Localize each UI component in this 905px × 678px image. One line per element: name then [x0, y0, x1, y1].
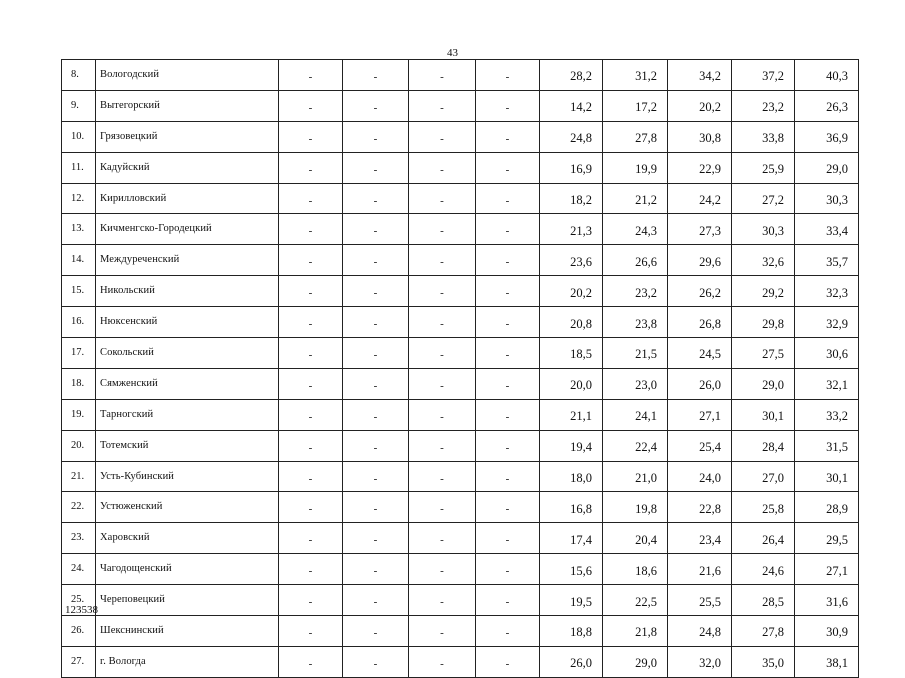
value-cell: 32,9 [795, 307, 859, 338]
value-cell: 27,3 [668, 214, 732, 245]
table-row [62, 245, 859, 276]
value-cell: 35,7 [795, 245, 859, 276]
row-number: 13. [62, 214, 96, 245]
empty-cell: - [343, 245, 409, 276]
value-cell: 30,8 [668, 121, 732, 152]
footer-code: 123538 [65, 604, 98, 616]
value-cell: 26,2 [668, 276, 732, 307]
value-cell: 26,8 [668, 307, 732, 338]
empty-cell: - [409, 90, 476, 121]
empty-cell: - [409, 245, 476, 276]
row-number: 10. [62, 121, 96, 152]
value-cell: 19,8 [603, 492, 668, 523]
district-name: Вологодский [96, 60, 279, 91]
empty-cell: - [279, 60, 343, 91]
row-number: 17. [62, 338, 96, 369]
empty-cell: - [343, 121, 409, 152]
value-cell: 25,5 [668, 585, 732, 616]
empty-cell: - [343, 492, 409, 523]
empty-cell: - [343, 430, 409, 461]
value-cell: 31,2 [603, 60, 668, 91]
empty-cell: - [279, 461, 343, 492]
row-number: 9. [62, 90, 96, 121]
value-cell: 28,2 [540, 60, 603, 91]
row-number: 15. [62, 276, 96, 307]
value-cell: 22,9 [668, 152, 732, 183]
value-cell: 16,9 [540, 152, 603, 183]
value-cell: 31,5 [795, 430, 859, 461]
table-row [62, 430, 859, 461]
empty-cell: - [476, 554, 540, 585]
value-cell: 15,6 [540, 554, 603, 585]
value-cell: 27,8 [603, 121, 668, 152]
empty-cell: - [409, 523, 476, 554]
empty-cell: - [476, 276, 540, 307]
row-number: 21. [62, 461, 96, 492]
empty-cell: - [409, 307, 476, 338]
district-name: Сокольский [96, 338, 279, 369]
district-name: Никольский [96, 276, 279, 307]
value-cell: 23,4 [668, 523, 732, 554]
empty-cell: - [409, 121, 476, 152]
value-cell: 26,6 [603, 245, 668, 276]
value-cell: 36,9 [795, 121, 859, 152]
district-name: Кирилловский [96, 183, 279, 214]
row-number: 19. [62, 399, 96, 430]
value-cell: 25,8 [732, 492, 795, 523]
district-name: Кичменгско-Городецкий [96, 214, 279, 245]
value-cell: 27,0 [732, 461, 795, 492]
value-cell: 32,6 [732, 245, 795, 276]
value-cell: 18,2 [540, 183, 603, 214]
row-number: 24. [62, 554, 96, 585]
value-cell: 24,5 [668, 338, 732, 369]
empty-cell: - [343, 60, 409, 91]
value-cell: 35,0 [732, 646, 795, 677]
value-cell: 29,0 [732, 368, 795, 399]
empty-cell: - [343, 368, 409, 399]
district-name: Сямженский [96, 368, 279, 399]
value-cell: 27,1 [668, 399, 732, 430]
table-row [62, 183, 859, 214]
value-cell: 28,9 [795, 492, 859, 523]
row-number: 18. [62, 368, 96, 399]
value-cell: 32,3 [795, 276, 859, 307]
value-cell: 37,2 [732, 60, 795, 91]
empty-cell: - [476, 616, 540, 647]
district-name: Кадуйский [96, 152, 279, 183]
row-number: 14. [62, 245, 96, 276]
empty-cell: - [476, 152, 540, 183]
empty-cell: - [343, 399, 409, 430]
value-cell: 24,2 [668, 183, 732, 214]
empty-cell: - [409, 616, 476, 647]
value-cell: 24,6 [732, 554, 795, 585]
value-cell: 27,5 [732, 338, 795, 369]
value-cell: 16,8 [540, 492, 603, 523]
empty-cell: - [279, 399, 343, 430]
value-cell: 26,3 [795, 90, 859, 121]
empty-cell: - [279, 245, 343, 276]
empty-cell: - [279, 492, 343, 523]
empty-cell: - [279, 368, 343, 399]
empty-cell: - [476, 585, 540, 616]
value-cell: 19,4 [540, 430, 603, 461]
value-cell: 33,4 [795, 214, 859, 245]
empty-cell: - [343, 585, 409, 616]
value-cell: 24,1 [603, 399, 668, 430]
value-cell: 30,3 [732, 214, 795, 245]
value-cell: 29,2 [732, 276, 795, 307]
value-cell: 25,4 [668, 430, 732, 461]
value-cell: 19,5 [540, 585, 603, 616]
empty-cell: - [476, 214, 540, 245]
district-name: Чагодощенский [96, 554, 279, 585]
value-cell: 23,6 [540, 245, 603, 276]
empty-cell: - [409, 430, 476, 461]
value-cell: 31,6 [795, 585, 859, 616]
value-cell: 20,8 [540, 307, 603, 338]
empty-cell: - [409, 183, 476, 214]
district-name: Усть-Кубинский [96, 461, 279, 492]
empty-cell: - [343, 554, 409, 585]
table-row [62, 616, 859, 647]
empty-cell: - [476, 183, 540, 214]
value-cell: 23,2 [603, 276, 668, 307]
value-cell: 27,8 [732, 616, 795, 647]
row-number: 23. [62, 523, 96, 554]
value-cell: 19,9 [603, 152, 668, 183]
empty-cell: - [279, 338, 343, 369]
value-cell: 21,6 [668, 554, 732, 585]
empty-cell: - [409, 461, 476, 492]
value-cell: 26,4 [732, 523, 795, 554]
value-cell: 24,0 [668, 461, 732, 492]
empty-cell: - [409, 338, 476, 369]
value-cell: 23,8 [603, 307, 668, 338]
page-number: 43 [447, 47, 458, 59]
row-number: 16. [62, 307, 96, 338]
table-row [62, 399, 859, 430]
empty-cell: - [343, 90, 409, 121]
district-name: Грязовецкий [96, 121, 279, 152]
row-number: 11. [62, 152, 96, 183]
empty-cell: - [476, 338, 540, 369]
empty-cell: - [476, 461, 540, 492]
district-name: Харовский [96, 523, 279, 554]
empty-cell: - [279, 554, 343, 585]
empty-cell: - [476, 646, 540, 677]
empty-cell: - [409, 368, 476, 399]
district-table [61, 59, 859, 678]
empty-cell: - [279, 430, 343, 461]
value-cell: 21,8 [603, 616, 668, 647]
table-row [62, 585, 859, 616]
empty-cell: - [279, 121, 343, 152]
value-cell: 21,3 [540, 214, 603, 245]
empty-cell: - [343, 307, 409, 338]
value-cell: 30,3 [795, 183, 859, 214]
empty-cell: - [343, 616, 409, 647]
value-cell: 22,4 [603, 430, 668, 461]
table-row [62, 554, 859, 585]
empty-cell: - [343, 214, 409, 245]
value-cell: 28,5 [732, 585, 795, 616]
value-cell: 21,5 [603, 338, 668, 369]
district-name: Устюженский [96, 492, 279, 523]
empty-cell: - [343, 523, 409, 554]
row-number: 27. [62, 646, 96, 677]
row-number: 12. [62, 183, 96, 214]
table-row [62, 276, 859, 307]
value-cell: 26,0 [540, 646, 603, 677]
empty-cell: - [476, 523, 540, 554]
value-cell: 21,1 [540, 399, 603, 430]
value-cell: 18,8 [540, 616, 603, 647]
table-row [62, 523, 859, 554]
value-cell: 21,2 [603, 183, 668, 214]
empty-cell: - [343, 152, 409, 183]
empty-cell: - [343, 183, 409, 214]
empty-cell: - [476, 90, 540, 121]
value-cell: 29,8 [732, 307, 795, 338]
table-row [62, 90, 859, 121]
district-name: Тарногский [96, 399, 279, 430]
value-cell: 14,2 [540, 90, 603, 121]
value-cell: 29,5 [795, 523, 859, 554]
value-cell: 38,1 [795, 646, 859, 677]
table-row [62, 214, 859, 245]
value-cell: 29,6 [668, 245, 732, 276]
value-cell: 20,2 [668, 90, 732, 121]
row-number: 25. [62, 585, 96, 616]
value-cell: 22,5 [603, 585, 668, 616]
empty-cell: - [409, 276, 476, 307]
value-cell: 23,0 [603, 368, 668, 399]
empty-cell: - [343, 646, 409, 677]
value-cell: 23,2 [732, 90, 795, 121]
table-row [62, 646, 859, 677]
empty-cell: - [409, 554, 476, 585]
empty-cell: - [409, 214, 476, 245]
value-cell: 26,0 [668, 368, 732, 399]
empty-cell: - [279, 183, 343, 214]
value-cell: 18,6 [603, 554, 668, 585]
value-cell: 18,5 [540, 338, 603, 369]
district-name: Шекснинский [96, 616, 279, 647]
empty-cell: - [279, 616, 343, 647]
value-cell: 20,2 [540, 276, 603, 307]
table-row [62, 338, 859, 369]
value-cell: 25,9 [732, 152, 795, 183]
empty-cell: - [279, 214, 343, 245]
empty-cell: - [476, 399, 540, 430]
empty-cell: - [476, 307, 540, 338]
empty-cell: - [409, 60, 476, 91]
table-row [62, 121, 859, 152]
district-name: Тотемский [96, 430, 279, 461]
empty-cell: - [409, 492, 476, 523]
row-number: 26. [62, 616, 96, 647]
empty-cell: - [279, 90, 343, 121]
table-row [62, 152, 859, 183]
value-cell: 17,4 [540, 523, 603, 554]
empty-cell: - [343, 276, 409, 307]
table-row [62, 492, 859, 523]
district-name: Вытегорский [96, 90, 279, 121]
value-cell: 17,2 [603, 90, 668, 121]
value-cell: 22,8 [668, 492, 732, 523]
district-name: г. Вологда [96, 646, 279, 677]
empty-cell: - [343, 461, 409, 492]
row-number: 22. [62, 492, 96, 523]
empty-cell: - [343, 338, 409, 369]
empty-cell: - [409, 399, 476, 430]
district-name: Череповецкий [96, 585, 279, 616]
empty-cell: - [279, 523, 343, 554]
empty-cell: - [279, 307, 343, 338]
value-cell: 30,9 [795, 616, 859, 647]
value-cell: 24,8 [668, 616, 732, 647]
value-cell: 24,8 [540, 121, 603, 152]
value-cell: 33,2 [795, 399, 859, 430]
value-cell: 32,0 [668, 646, 732, 677]
empty-cell: - [476, 121, 540, 152]
empty-cell: - [279, 276, 343, 307]
empty-cell: - [409, 152, 476, 183]
value-cell: 18,0 [540, 461, 603, 492]
value-cell: 34,2 [668, 60, 732, 91]
table-row [62, 307, 859, 338]
value-cell: 28,4 [732, 430, 795, 461]
empty-cell: - [279, 152, 343, 183]
table-row [62, 461, 859, 492]
empty-cell: - [476, 430, 540, 461]
value-cell: 20,0 [540, 368, 603, 399]
value-cell: 27,1 [795, 554, 859, 585]
value-cell: 29,0 [603, 646, 668, 677]
value-cell: 30,1 [732, 399, 795, 430]
empty-cell: - [476, 368, 540, 399]
value-cell: 20,4 [603, 523, 668, 554]
value-cell: 29,0 [795, 152, 859, 183]
empty-cell: - [476, 492, 540, 523]
empty-cell: - [279, 585, 343, 616]
row-number: 8. [62, 60, 96, 91]
value-cell: 33,8 [732, 121, 795, 152]
table-body [62, 60, 859, 678]
value-cell: 32,1 [795, 368, 859, 399]
empty-cell: - [476, 245, 540, 276]
row-number: 20. [62, 430, 96, 461]
value-cell: 24,3 [603, 214, 668, 245]
value-cell: 30,6 [795, 338, 859, 369]
value-cell: 27,2 [732, 183, 795, 214]
table-row [62, 60, 859, 91]
district-name: Междуреченский [96, 245, 279, 276]
value-cell: 40,3 [795, 60, 859, 91]
district-name: Нюксенский [96, 307, 279, 338]
value-cell: 30,1 [795, 461, 859, 492]
empty-cell: - [409, 585, 476, 616]
table-row [62, 368, 859, 399]
value-cell: 21,0 [603, 461, 668, 492]
empty-cell: - [279, 646, 343, 677]
empty-cell: - [409, 646, 476, 677]
empty-cell: - [476, 60, 540, 91]
